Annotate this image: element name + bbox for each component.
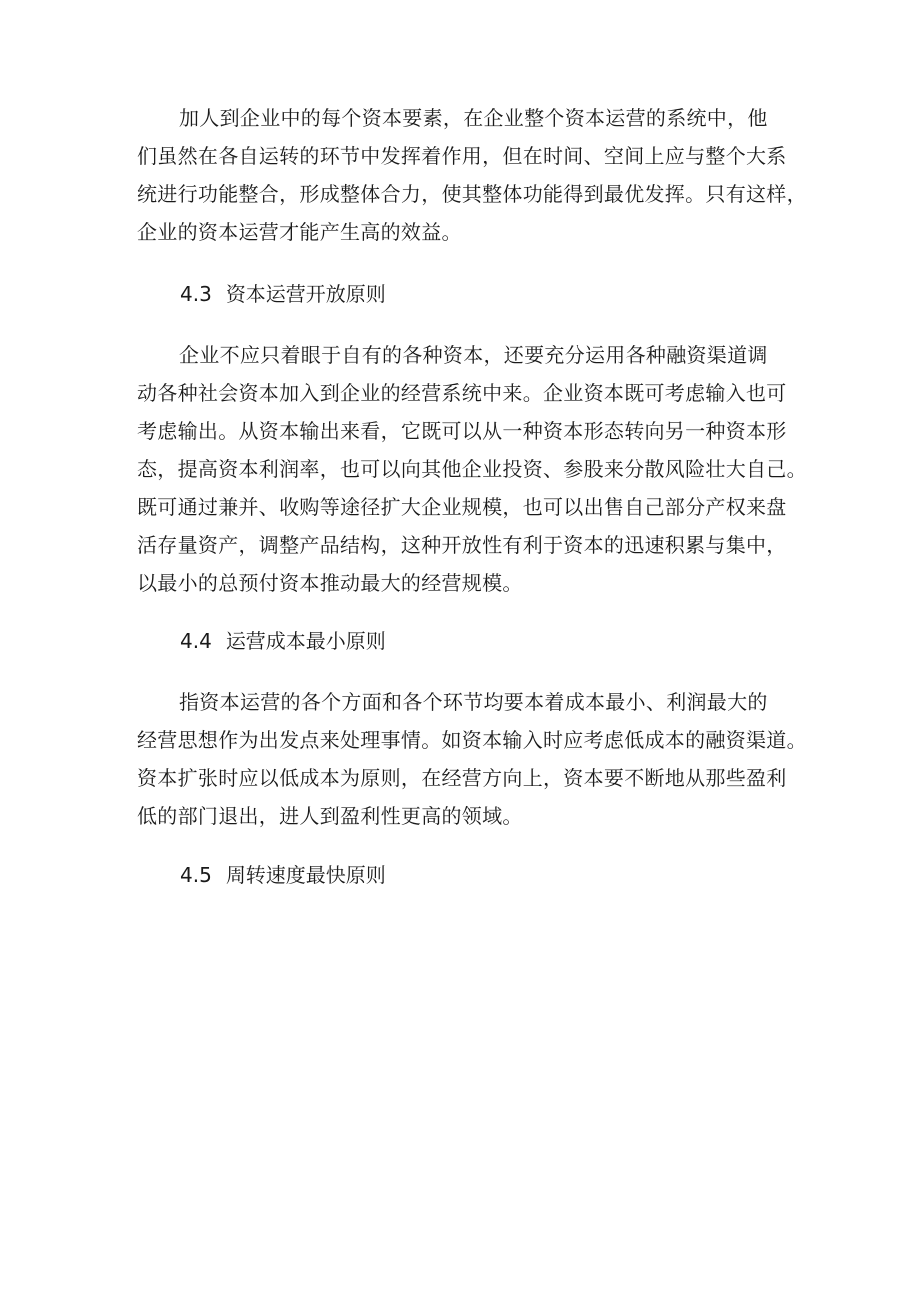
paragraph-line: 们虽然在各自运转的环节中发挥着作用，但在时间、空间上应与整个大系 — [137, 144, 787, 168]
paragraph-line: 既可通过兼并、收购等途径扩大企业规模，也可以出售自己部分产权来盘 — [137, 495, 787, 519]
paragraph-openness-principle — [137, 336, 807, 602]
paragraph-minimum-cost-principle — [137, 683, 807, 835]
paragraph-line: 低的部门退出，进人到盈利性更高的领域。 — [137, 804, 523, 828]
section-number: 4.3 — [180, 282, 212, 306]
section-title: 运营成本最小原则 — [225, 629, 386, 653]
section-heading-4-4 — [180, 626, 386, 656]
paragraph-line: 企业的资本运营才能产生高的效益。 — [137, 220, 462, 244]
paragraph-line: 指资本运营的各个方面和各个环节均要本着成本最小、利润最大的 — [179, 690, 768, 714]
paragraph-line: 以最小的总预付资本推动最大的经营规模。 — [137, 571, 523, 595]
paragraph-line: 加人到企业中的每个资本要素，在企业整个资本运营的系统中，他 — [179, 106, 768, 130]
section-heading-4-5 — [180, 860, 386, 890]
paragraph-line: 态，提高资本利润率，也可以向其他企业投资、参股来分散风险壮大自己。 — [137, 457, 807, 481]
paragraph-line: 经营思想作为出发点来处理事情。如资本输入时应考虑低成本的融资渠道。 — [137, 728, 807, 752]
paragraph-line: 动各种社会资本加入到企业的经营系统中来。企业资本既可考虑输入也可 — [137, 381, 787, 405]
paragraph-line: 活存量资产，调整产品结构，这种开放性有利于资本的迅速积累与集中， — [137, 533, 787, 557]
paragraph-line: 企业不应只着眼于自有的各种资本，还要充分运用各种融资渠道调 — [179, 343, 768, 367]
section-number: 4.5 — [180, 863, 212, 887]
section-number: 4.4 — [180, 629, 212, 653]
paragraph-line: 考虑输出。从资本输出来看，它既可以从一种资本形态转向另一种资本形 — [137, 419, 787, 443]
paragraph-line: 统进行功能整合，形成整体合力，使其整体功能得到最优发挥。只有这样， — [137, 182, 807, 206]
section-title: 资本运营开放原则 — [225, 282, 386, 306]
paragraph-system-integration — [137, 99, 807, 251]
section-heading-4-3 — [180, 279, 386, 309]
section-title: 周转速度最快原则 — [225, 863, 386, 887]
paragraph-line: 资本扩张时应以低成本为原则，在经营方向上，资本要不断地从那些盈利 — [137, 766, 787, 790]
